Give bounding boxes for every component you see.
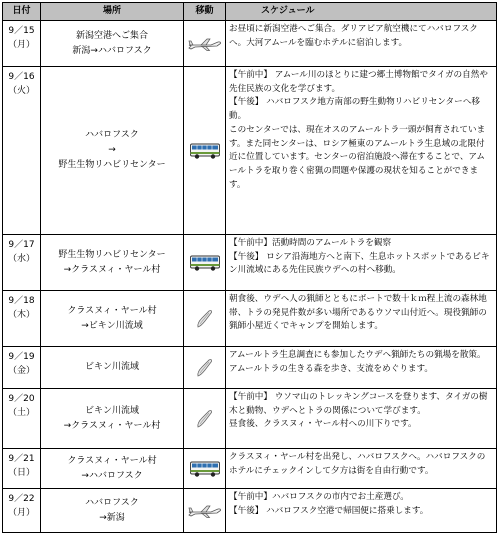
place-cell (41, 235, 184, 291)
schedule-cell (226, 449, 497, 489)
place-line: 新潟空港へご集合 (75, 30, 148, 41)
date-text: 9／19 (8, 352, 35, 362)
transport-cell (184, 21, 226, 67)
bus-icon (184, 142, 225, 160)
schedule-cell (226, 67, 497, 235)
place-line: ハバロフスク (85, 130, 139, 140)
itinerary-row (3, 21, 497, 67)
place-cell (41, 291, 184, 347)
place-cell (41, 489, 184, 533)
place-line: →クラスヌィ・ヤール村 (63, 420, 161, 431)
schedule-paragraph: 朝食後、ウデヘ人の猟師とともにボートで数十ｋｍ程上流の森林地帯、トラの発見件数が多い場所であるウソマ山付近へ。現役猟師の猟師小屋近くでキャンプを開始します。 (229, 294, 487, 332)
itinerary-row (3, 389, 497, 449)
schedule-cell (226, 389, 497, 449)
place-line: 野生生物リハビリセンター (58, 249, 166, 260)
day-of-week-text: （火） (7, 86, 35, 96)
place-cell (41, 347, 184, 389)
transport-cell (184, 235, 226, 291)
transport-cell (184, 291, 226, 347)
itinerary-row (3, 67, 497, 235)
date-text: 9／18 (8, 296, 35, 306)
place-line: 新潟→ハバロフスク (72, 45, 152, 56)
transport-cell (184, 67, 226, 235)
schedule-header: スケジュール (226, 3, 497, 21)
boat-icon (184, 308, 225, 330)
day-of-week-text: （水） (7, 254, 35, 264)
place-line: →ビキン川流域 (81, 320, 143, 331)
place-cell (41, 449, 184, 489)
airplane-icon (184, 503, 225, 519)
date-cell (3, 67, 41, 235)
schedule-paragraph: 【午後】 ハバロフスク空港で帰国便に搭乗します。 (229, 505, 429, 516)
transport-header: 移動 (184, 3, 226, 21)
airplane-icon (184, 36, 225, 52)
date-text: 9／17 (8, 240, 35, 250)
schedule-paragraph: 【午前中】ハバロフスクの市内でお土産選び。 (229, 492, 409, 502)
date-cell (3, 489, 41, 533)
transport-cell (184, 449, 226, 489)
day-of-week-text: （月） (7, 508, 35, 518)
schedule-paragraph: 【午前中】活動時間のアムールトラを観察 (229, 238, 392, 248)
date-text: 9／15 (8, 26, 35, 36)
date-cell (3, 21, 41, 67)
place-line: 野生生物リハビリセンター (58, 160, 166, 170)
transport-cell (184, 389, 226, 449)
day-of-week-text: （土） (7, 408, 35, 418)
place-cell (41, 67, 184, 235)
schedule-cell (226, 291, 497, 347)
schedule-paragraph: アムールトラ生息調査にも参加したウデヘ猟師たちの猟場を散策。アムールトラの生きる森を歩き、支流をめぐります。 (229, 350, 486, 374)
date-text: 9／21 (8, 454, 35, 464)
place-line: ビキン川流域 (85, 405, 139, 416)
schedule-cell (226, 235, 497, 291)
boat-icon (184, 408, 225, 430)
schedule-paragraph: 【午前中】 ウソマ山のトレッキングコースを登ります、タイガの樹木と動物、ウデヘとトラの関係について学びます。 (229, 392, 488, 416)
place-line: → (108, 145, 116, 155)
itinerary-row (3, 489, 497, 533)
place-line: ビキン川流域 (85, 362, 139, 372)
date-cell (3, 449, 41, 489)
schedule-cell (226, 347, 497, 389)
bus-icon (184, 460, 225, 478)
place-line: →新潟 (99, 512, 125, 523)
itinerary-row (3, 291, 497, 347)
schedule-paragraph: クラスヌィ・ヤール村を出発し、ハバロフスクへ。ハバロフスクのホテルにチェックインして夕方は街を自由行動です。 (229, 452, 486, 476)
place-line: →クラスヌィ・ヤール村 (63, 264, 161, 275)
bus-icon (184, 254, 225, 272)
itinerary-table (2, 2, 497, 533)
itinerary-row (3, 235, 497, 291)
day-of-week-text: （月） (7, 40, 35, 50)
place-line: ハバロフスク (85, 497, 139, 508)
place-line: クラスヌィ・ヤール村 (67, 455, 157, 466)
place-header: 場所 (41, 3, 184, 21)
boat-icon (184, 357, 225, 379)
place-line: クラスヌィ・ヤール村 (67, 305, 157, 316)
transport-cell (184, 347, 226, 389)
day-of-week-text: （日） (7, 468, 35, 478)
schedule-paragraph: 【午後】 ロシア沿海地方へと南下、生息ホットスポットであるビキン川流域にある先住民族ウデヘの村へ移動。 (229, 251, 490, 276)
day-of-week-text: （木） (7, 310, 35, 320)
schedule-paragraph: 【午後】 ハバロフスク地方南部の野生動物リハビリセンターへ移動。 (229, 97, 480, 122)
date-text: 9／20 (8, 394, 35, 404)
transport-cell (184, 489, 226, 533)
itinerary-row (3, 347, 497, 389)
schedule-paragraph: 【午前中】 アムール川のほとりに建つ郷土博物館でタイガの自然や先住民族の文化を学びます。 (229, 70, 488, 94)
place-cell (41, 21, 184, 67)
place-cell (41, 389, 184, 449)
day-of-week-text: （金） (7, 366, 35, 376)
date-text: 9／22 (8, 494, 35, 504)
schedule-paragraph: 昼食後、クラスヌィ・ヤール村への川下りです。 (229, 419, 417, 430)
date-cell (3, 235, 41, 291)
date-cell (3, 291, 41, 347)
date-header: 日付 (3, 3, 41, 21)
header-row (3, 3, 497, 21)
date-text: 9／16 (8, 72, 35, 82)
place-line: →ハバロフスク (81, 470, 143, 481)
schedule-paragraph: お昼頃に新潟空港へご集合。ダリアビア航空機にてハバロフスクへ。大河アムールを臨むホテルに宿泊します。 (229, 24, 478, 48)
date-cell (3, 389, 41, 449)
schedule-cell (226, 489, 497, 533)
date-cell (3, 347, 41, 389)
schedule-paragraph: このセンターでは、現在オスのアムールトラ一頭が飼育されています。また同センターは、ロシア極東のアムールトラ生息域の北限付近に位置しています。センターの宿泊施設へ滞在することで、アムールトラを取り巻く密猟の問題や保護の現状を知ることができます。 (229, 124, 486, 190)
schedule-cell (226, 21, 497, 67)
itinerary-row (3, 449, 497, 489)
